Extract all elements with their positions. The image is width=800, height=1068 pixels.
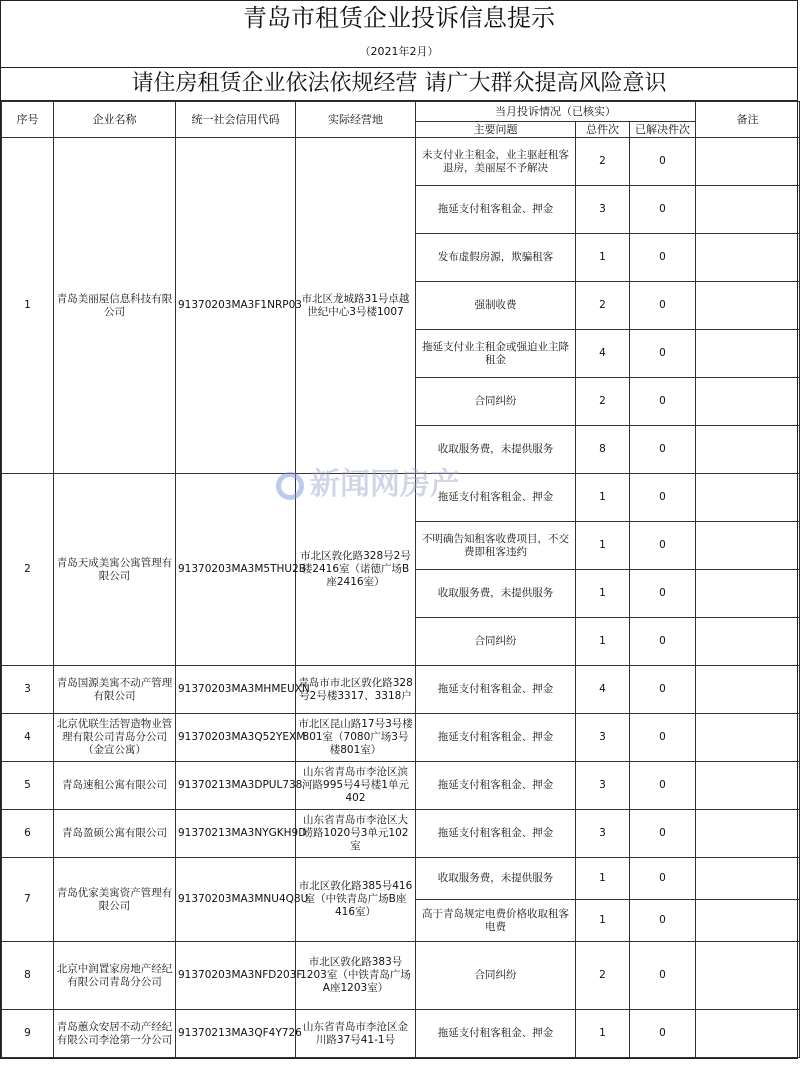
page-title: 青岛市租赁企业投诉信息提示 [243,4,555,32]
cell-issue: 拖延支付租客租金、押金 [416,714,576,762]
cell-resolved: 0 [630,714,696,762]
table-row [2,666,800,714]
cell-note [696,618,800,666]
cell-total: 1 [576,858,630,900]
cell-seq: 6 [2,810,54,858]
cell-company-name: 青岛美丽屋信息科技有限公司 [54,138,176,474]
cell-company-name: 北京优联生活智造物业管理有限公司青岛分公司（金宣公寓） [54,714,176,762]
cell-issue: 拖延支付租客租金、押金 [416,474,576,522]
cell-total: 3 [576,714,630,762]
table-row [2,714,800,762]
cell-issue: 拖延支付租客租金、押金 [416,1010,576,1058]
cell-address: 山东省青岛市李沧区金川路37号41-1号 [296,1010,416,1058]
cell-credit-code: 91370203MA3MHMEUXN [176,666,296,714]
cell-resolved: 0 [630,282,696,330]
cell-credit-code: 91370213MA3DPUL738 [176,762,296,810]
cell-resolved: 0 [630,570,696,618]
table-body [2,138,800,1058]
table-row [2,1010,800,1058]
cell-address: 市北区龙城路31号卓越世纪中心3号楼1007 [296,138,416,474]
cell-total: 1 [576,618,630,666]
cell-total: 2 [576,282,630,330]
table-row [2,810,800,858]
cell-note [696,426,800,474]
header-address: 实际经营地 [296,102,416,138]
cell-credit-code: 91370213MA3QF4Y726 [176,1010,296,1058]
cell-total: 1 [576,900,630,942]
cell-seq: 2 [2,474,54,666]
cell-note [696,474,800,522]
cell-address: 山东省青岛市李沧区大崂路1020号3单元102室 [296,810,416,858]
cell-total: 8 [576,426,630,474]
cell-issue: 拖延支付租客租金、押金 [416,810,576,858]
cell-address: 市北区敦化路383号1203室（中铁青岛广场A座1203室） [296,942,416,1010]
cell-note [696,666,800,714]
cell-resolved: 0 [630,666,696,714]
cell-note [696,186,800,234]
header-complaints: 当月投诉情况（已核实） [416,102,696,122]
cell-resolved: 0 [630,762,696,810]
cell-address: 青岛市市北区敦化路328号2号楼3317、3318户 [296,666,416,714]
cell-note [696,810,800,858]
cell-note [696,378,800,426]
cell-address: 市北区敦化路328号2号楼2416室（诺德广场B座2416室） [296,474,416,666]
cell-resolved: 0 [630,618,696,666]
cell-total: 3 [576,762,630,810]
cell-resolved: 0 [630,330,696,378]
header-resolved: 已解决件次 [630,122,696,138]
cell-address: 市北区昆山路17号3号楼801室（7080广场3号楼801室） [296,714,416,762]
cell-issue: 合同纠纷 [416,378,576,426]
cell-total: 2 [576,942,630,1010]
cell-resolved: 0 [630,1010,696,1058]
cell-issue: 合同纠纷 [416,618,576,666]
cell-note [696,1010,800,1058]
cell-seq: 9 [2,1010,54,1058]
cell-credit-code: 91370203MA3F1NRP03 [176,138,296,474]
cell-total: 3 [576,810,630,858]
cell-company-name: 青岛优家美寓资产管理有限公司 [54,858,176,942]
cell-total: 2 [576,378,630,426]
cell-company-name: 青岛蕙众安居不动产经纪有限公司李沧第一分公司 [54,1010,176,1058]
cell-company-name: 青岛国源美寓不动产管理有限公司 [54,666,176,714]
cell-issue: 不明确告知租客收费项目，不交费即租客违约 [416,522,576,570]
cell-total: 4 [576,666,630,714]
cell-seq: 4 [2,714,54,762]
cell-issue: 拖延支付租客租金、押金 [416,186,576,234]
cell-total: 1 [576,570,630,618]
cell-note [696,858,800,900]
table-row [2,858,800,900]
cell-address: 山东省青岛市李沧区滨河路995号4号楼1单元402 [296,762,416,810]
cell-issue: 发布虚假房源，欺骗租客 [416,234,576,282]
cell-credit-code: 91370203MA3NFD203F [176,942,296,1010]
cell-issue: 收取服务费，未提供服务 [416,858,576,900]
cell-total: 2 [576,138,630,186]
cell-note [696,714,800,762]
header-total: 总件次 [576,122,630,138]
cell-resolved: 0 [630,474,696,522]
cell-resolved: 0 [630,900,696,942]
table-row [2,942,800,1010]
cell-note [696,942,800,1010]
cell-total: 1 [576,1010,630,1058]
cell-issue: 收取服务费，未提供服务 [416,570,576,618]
cell-seq: 3 [2,666,54,714]
cell-total: 3 [576,186,630,234]
cell-company-name: 青岛天成美寓公寓管理有限公司 [54,474,176,666]
cell-issue: 收取服务费，未提供服务 [416,426,576,474]
header-name: 企业名称 [54,102,176,138]
cell-note [696,282,800,330]
cell-resolved: 0 [630,234,696,282]
cell-resolved: 0 [630,426,696,474]
cell-resolved: 0 [630,810,696,858]
cell-address: 市北区敦化路385号416室（中铁青岛广场B座416室） [296,858,416,942]
cell-note [696,138,800,186]
page-subtitle: （2021年2月） [359,45,439,58]
header-seq: 序号 [2,102,54,138]
cell-issue: 未支付业主租金，业主驱赶租客退房，美丽屋不予解决 [416,138,576,186]
cell-note [696,762,800,810]
cell-note [696,330,800,378]
cell-credit-code: 91370213MA3NYGKH9D [176,810,296,858]
header-issue: 主要问题 [416,122,576,138]
cell-resolved: 0 [630,378,696,426]
complaint-table [1,101,800,1058]
cell-issue: 强制收费 [416,282,576,330]
cell-company-name: 青岛速租公寓有限公司 [54,762,176,810]
cell-company-name: 北京中润置家房地产经纪有限公司青岛分公司 [54,942,176,1010]
cell-resolved: 0 [630,138,696,186]
cell-issue: 拖延支付业主租金或强迫业主降租金 [416,330,576,378]
cell-note [696,234,800,282]
cell-credit-code: 91370203MA3MNU4Q8U [176,858,296,942]
cell-credit-code: 91370203MA3Q52YEXM [176,714,296,762]
cell-seq: 7 [2,858,54,942]
cell-total: 1 [576,234,630,282]
cell-issue: 合同纠纷 [416,942,576,1010]
cell-issue: 高于青岛规定电费价格收取租客电费 [416,900,576,942]
cell-total: 1 [576,522,630,570]
cell-note [696,570,800,618]
table-row [2,762,800,810]
table-row [2,138,800,186]
cell-seq: 1 [2,138,54,474]
cell-issue: 拖延支付租客租金、押金 [416,762,576,810]
cell-note [696,522,800,570]
watermark-text: 新闻网房产 [310,467,460,502]
cell-resolved: 0 [630,522,696,570]
cell-resolved: 0 [630,858,696,900]
table-row [2,474,800,522]
warning-banner: 请住房租赁企业依法依规经营 请广大群众提高风险意识 [1,67,797,101]
cell-resolved: 0 [630,186,696,234]
cell-total: 1 [576,474,630,522]
cell-seq: 8 [2,942,54,1010]
cell-seq: 5 [2,762,54,810]
cell-credit-code: 91370203MA3M5THU2B [176,474,296,666]
cell-note [696,900,800,942]
header-code: 统一社会信用代码 [176,102,296,138]
cell-company-name: 青岛盈硕公寓有限公司 [54,810,176,858]
header-note: 备注 [696,102,800,138]
cell-resolved: 0 [630,942,696,1010]
cell-issue: 拖延支付租客租金、押金 [416,666,576,714]
cell-total: 4 [576,330,630,378]
